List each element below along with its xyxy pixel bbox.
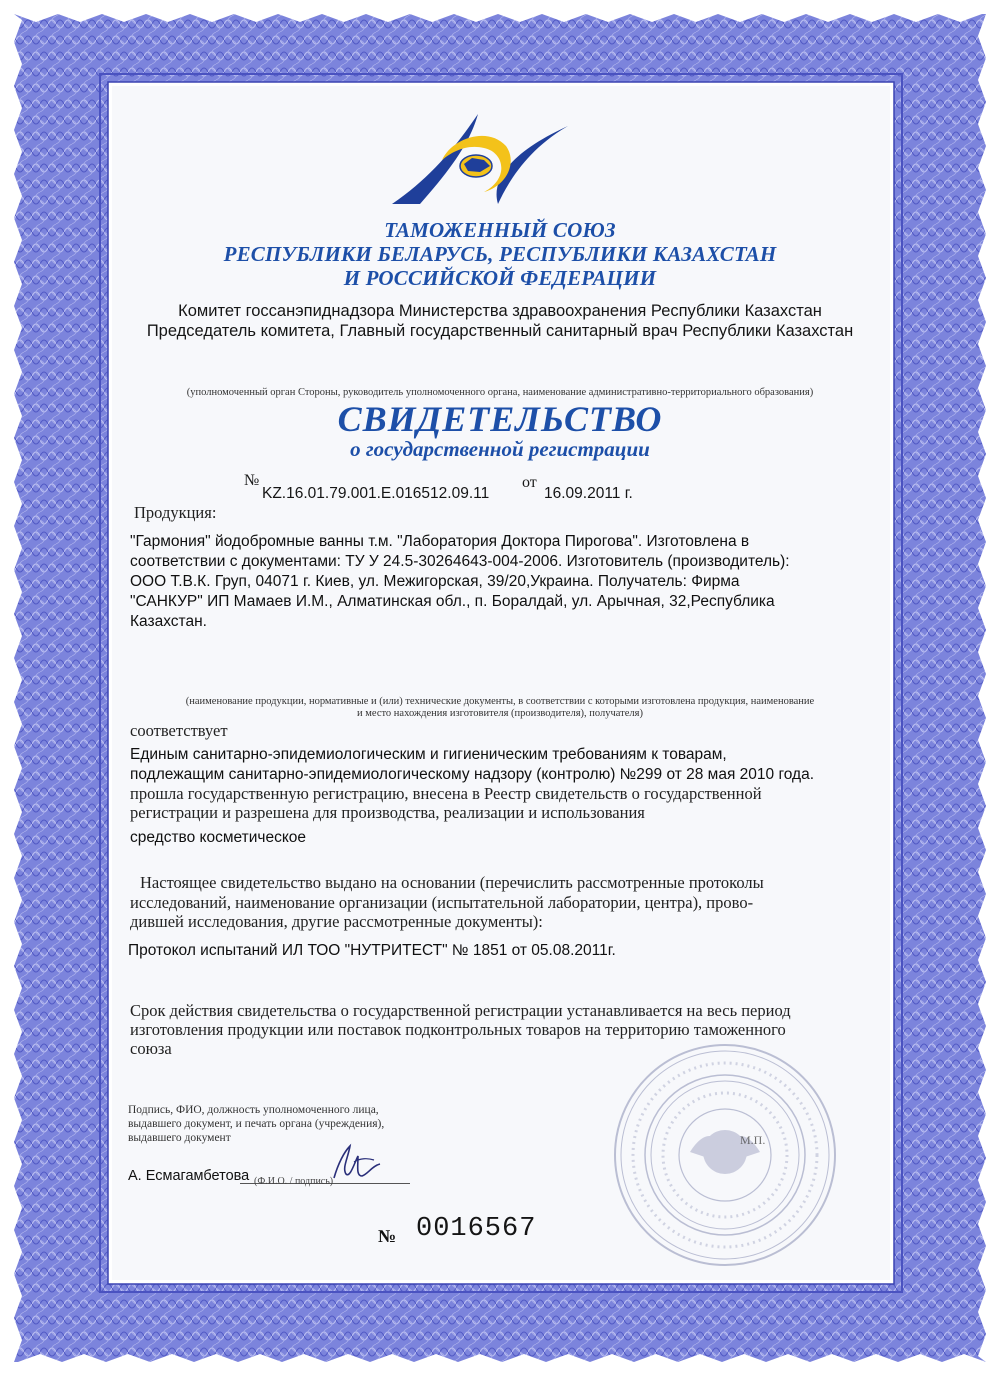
certificate-subtitle: о государственной регистрации: [350, 437, 650, 461]
authority-line1: Комитет госсанэпиднадзора Министерства здравоохранения Республики Казахстан: [178, 302, 822, 320]
validity-line-3: союза: [130, 1039, 172, 1058]
basis-line-2: исследований, наименование организации (испытательной лаборатории, центра), прово-: [130, 893, 754, 912]
product-line-2: соответствии с документами: ТУ У 24.5-30264643-004-2006. Изготовитель (производитель):: [130, 553, 790, 570]
product-caption-line2: и место нахождения изготовителя (производителя), получателя): [357, 708, 643, 719]
serial-number: 0016567: [416, 1214, 537, 1244]
number-label: №: [244, 472, 260, 489]
signature-caption-line3: выдавшего документ: [128, 1132, 231, 1144]
requirement-line-1: Единым санитарно-эпидемиологическим и гигиеническим требованиям к товарам,: [130, 746, 727, 763]
union-title-line3: И РОССИЙСКОЙ ФЕДЕРАЦИИ: [343, 266, 657, 290]
seal-label: М.П.: [740, 1133, 766, 1147]
serial-label: №: [378, 1226, 397, 1246]
certificate-title: СВИДЕТЕЛЬСТВО: [337, 399, 663, 439]
registration-number: KZ.16.01.79.001.E.016512.09.11: [262, 485, 490, 502]
validity-line-1: Срок действия свидетельства о государственной регистрации устанавливается на весь период: [130, 1001, 791, 1020]
product-label: Продукция:: [134, 503, 217, 522]
product-line-4: "САНКУР" ИП Мамаев И.М., Алматинская обл., п. Боралдай, ул. Арычная, 32,Республика: [130, 593, 775, 610]
signature-caption-line1: Подпись, ФИО, должность уполномоченного лица,: [128, 1104, 379, 1116]
test-protocol: Протокол испытаний ИЛ ТОО "НУТРИТЕСТ" № 1851 от 05.08.2011г.: [128, 942, 616, 959]
union-title-line2: РЕСПУБЛИКИ БЕЛАРУСЬ, РЕСПУБЛИКИ КАЗАХСТАН: [223, 242, 777, 266]
official-seal: [610, 1040, 840, 1270]
authority-caption: (уполномоченный орган Стороны, руководитель уполномоченного органа, наименование административно-территориального образования): [186, 387, 814, 398]
basis-line-1: Настоящее свидетельство выдано на основании (перечислить рассмотренные протоколы: [140, 873, 764, 892]
usage-type: средство косметическое: [130, 829, 307, 846]
registration-statement-line-1: прошла государственную регистрацию, внесена в Реестр свидетельств о государственной: [130, 784, 762, 803]
fio-caption: (Ф.И.О. / подпись): [254, 1176, 334, 1187]
compliance-label: соответствует: [130, 721, 228, 740]
signatory-name: А. Есмагамбетова: [128, 1168, 250, 1184]
product-line-3: ООО Т.В.К. Груп, 04071 г. Киев, ул. Межигорская, 39/20,Украина. Получатель: Фирма: [130, 573, 740, 590]
date-label: от: [522, 474, 537, 491]
product-line-1: "Гармония" йодобромные ванны т.м. "Лаборатория Доктора Пирогова". Изготовлена в: [130, 533, 750, 550]
union-title-line1: ТАМОЖЕННЫЙ СОЮЗ: [384, 218, 616, 242]
signature-caption-line2: выдавшего документ, и печать органа (учреждения),: [128, 1118, 385, 1130]
product-caption-line1: (наименование продукции, нормативные и (или) технические документы, в соответствии с которыми изготовлена продукция, наименование: [185, 696, 815, 707]
handwritten-signature: [328, 1142, 388, 1186]
requirement-line-2: подлежащим санитарно-эпидемиологическому надзору (контролю) №299 от 28 мая 2010 года.: [130, 766, 815, 783]
validity-line-2: изготовления продукции или поставок подконтрольных товаров на территорию таможенного: [130, 1020, 786, 1039]
customs-union-logo: [380, 108, 580, 208]
registration-date: 16.09.2011 г.: [544, 485, 633, 502]
authority-line2: Председатель комитета, Главный государственный санитарный врач Республики Казахстан: [146, 322, 854, 340]
product-line-5: Казахстан.: [130, 613, 207, 630]
registration-statement-line-2: регистрации и разрешена для производства, реализации и использования: [130, 803, 645, 822]
basis-line-3: дившей исследования, другие рассмотренные документы):: [130, 912, 543, 931]
